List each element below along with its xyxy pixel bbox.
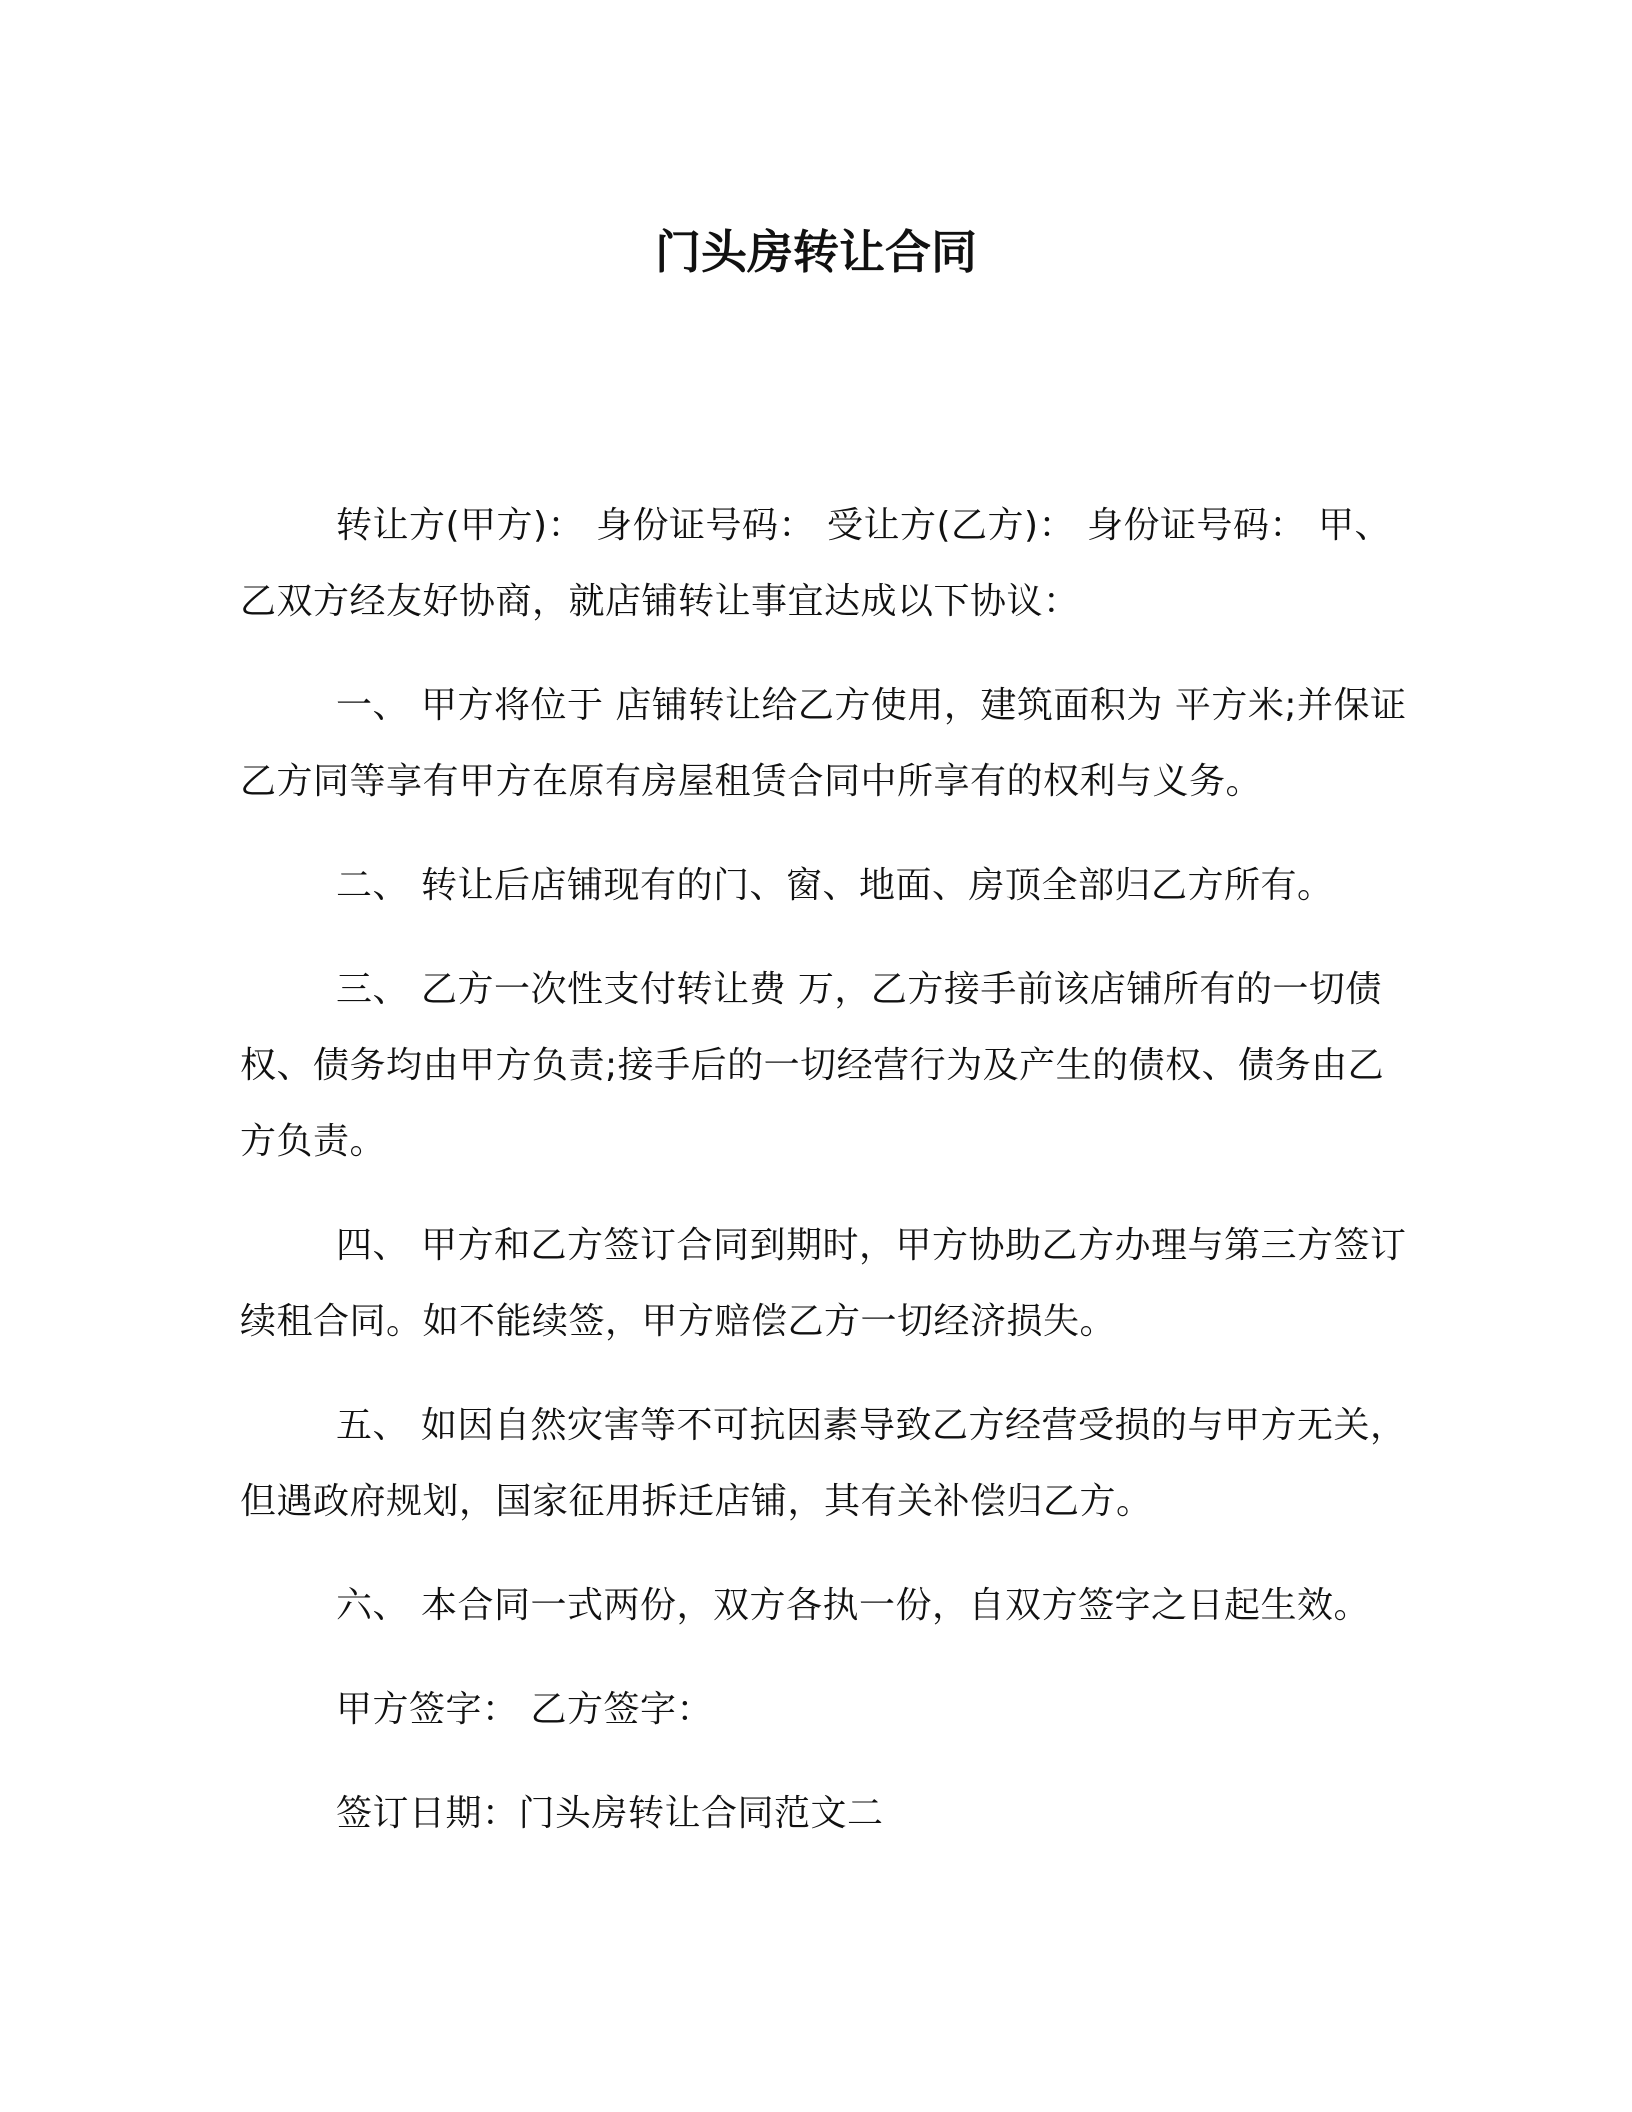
intro-paragraph: 转让方(甲方)： 身份证号码： 受让方(乙方)： 身份证号码： 甲、乙双方经友好协商，就店铺转让事宜达成以下协议：	[240, 505, 1391, 622]
clause-4: 四、 甲方和乙方签订合同到期时，甲方协助乙方办理与第三方签订续租合同。如不能续签，甲方赔偿乙方一切经济损失。	[240, 1225, 1407, 1342]
clause-3: 三、 乙方一次性支付转让费 万，乙方接手前该店铺所有的一切债权、债务均由甲方负责;接手后的一切经营行为及产生的债权、债务由乙方负责。	[240, 969, 1385, 1162]
document-title: 门头房转让合同	[655, 225, 977, 279]
signature-line: 甲方签字： 乙方签字：	[336, 1689, 713, 1730]
clause-1: 一、 甲方将位于 店铺转让给乙方使用，建筑面积为 平方米;并保证乙方同等享有甲方在原有房屋租赁合同中所享有的权利与义务。	[240, 685, 1407, 802]
clause-2: 二、 转让后店铺现有的门、窗、地面、房顶全部归乙方所有。	[336, 865, 1334, 906]
date-line: 签订日期：门头房转让合同范文二	[336, 1793, 884, 1834]
clause-6: 六、 本合同一式两份，双方各执一份，自双方签字之日起生效。	[336, 1585, 1370, 1626]
clause-5: 五、 如因自然灾害等不可抗因素导致乙方经营受损的与甲方无关，但遇政府规划，国家征用拆迁店铺，其有关补偿归乙方。	[240, 1405, 1407, 1522]
document-body	[240, 488, 1416, 1852]
